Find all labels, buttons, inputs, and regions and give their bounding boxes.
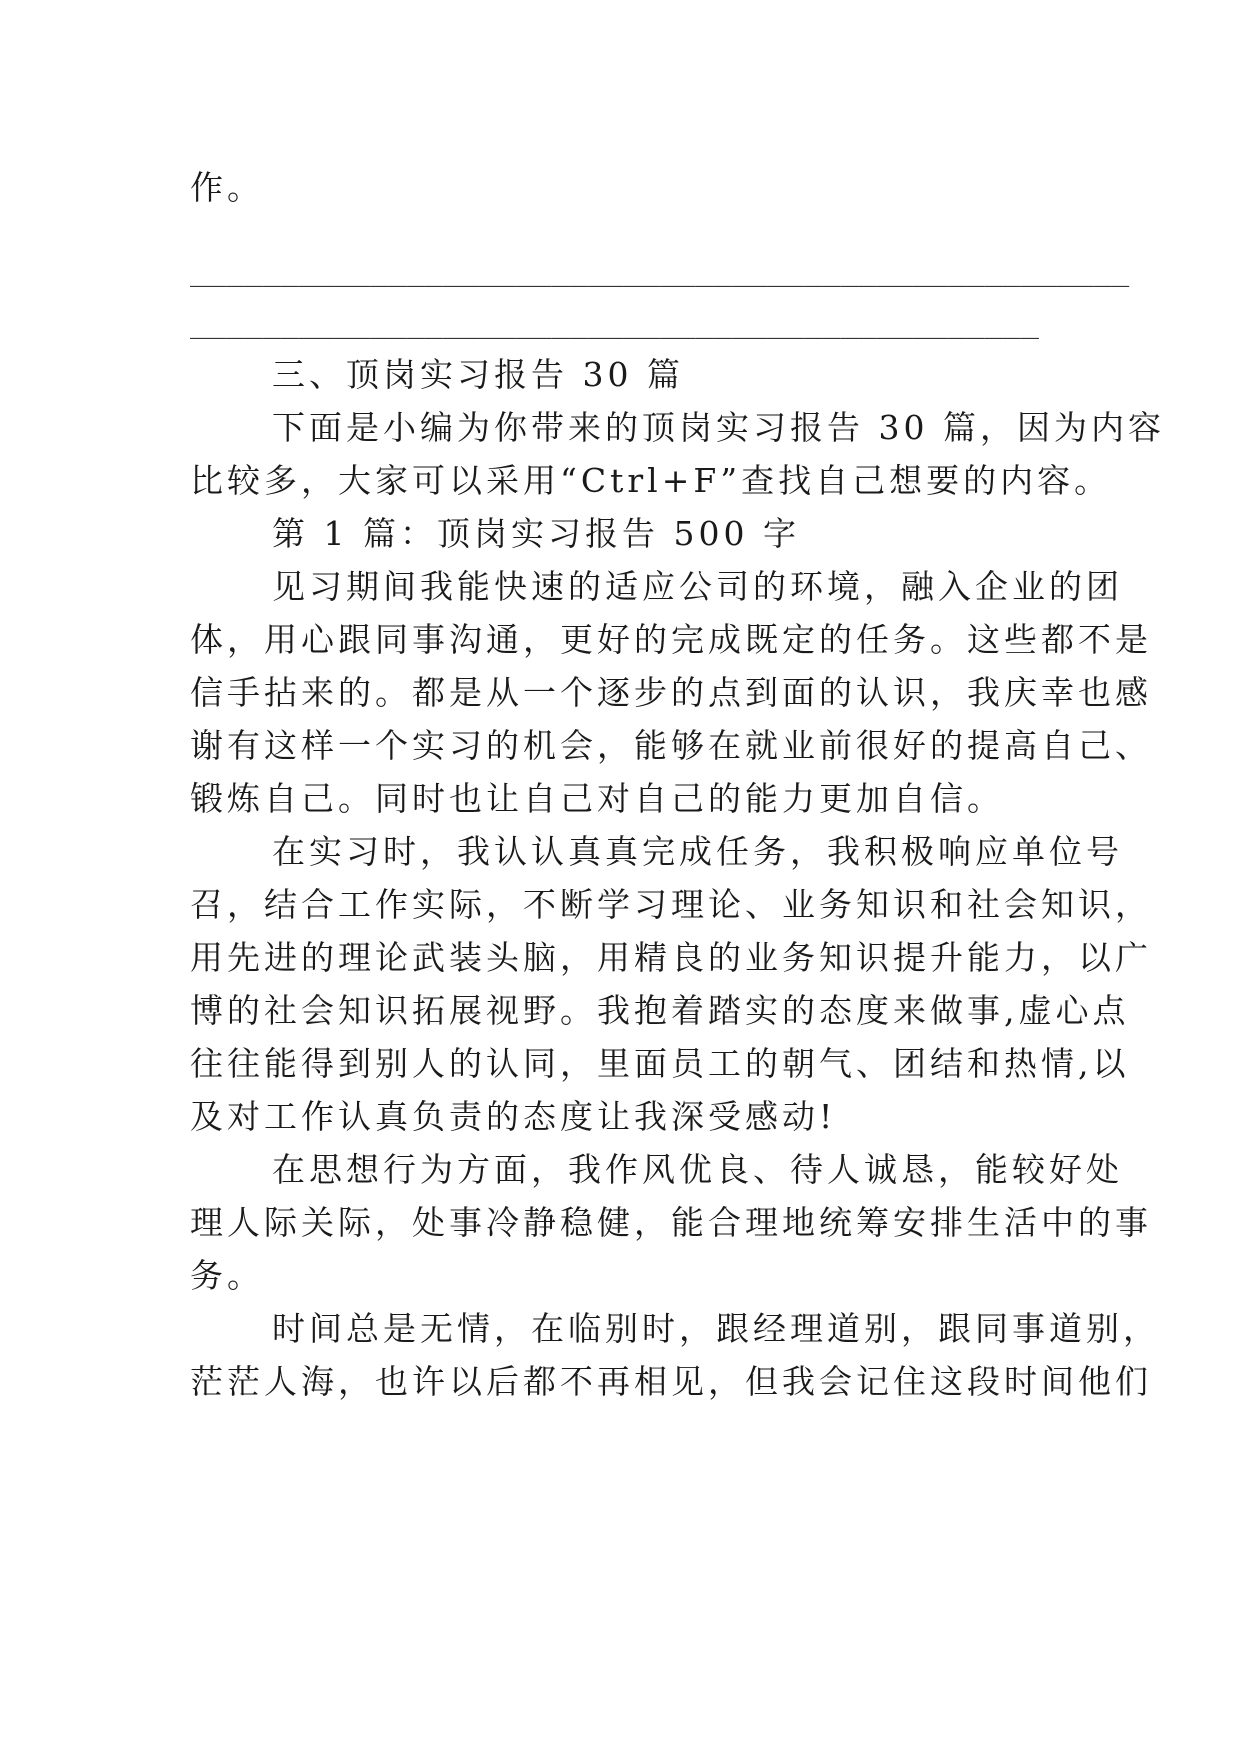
paragraph-end-line: 作。	[190, 168, 264, 207]
body-line: 锻炼自己。同时也让自己对自己的能力更加自信。	[190, 779, 1004, 818]
body-line: 见习期间我能快速的适应公司的环境，融入企业的团	[272, 567, 1123, 606]
separator-line-2: _______________________________________________	[190, 305, 1039, 340]
body-line: 及对工作认真负责的态度让我深受感动!	[190, 1097, 837, 1136]
body-line: 用先进的理论武装头脑，用精良的业务知识提升能力，以广	[190, 938, 1152, 977]
section-heading: 三、顶岗实习报告 30 篇	[272, 355, 684, 394]
separator-line-1: ____________________________________________________	[190, 253, 1130, 288]
body-line: 往往能得到别人的认同，里面员工的朝气、团结和热情,以	[190, 1044, 1130, 1083]
body-line: 在实习时，我认认真真完成任务，我积极响应单位号	[272, 832, 1123, 871]
intro-line-2: 比较多，大家可以采用“Ctrl+F”查找自己想要的内容。	[190, 461, 1112, 500]
body-line: 时间总是无情，在临别时，跟经理道别，跟同事道别，	[272, 1309, 1160, 1348]
body-line: 务。	[190, 1256, 264, 1295]
body-line: 博的社会知识拓展视野。我抱着踏实的态度来做事,虚心点	[190, 991, 1130, 1030]
body-line: 体，用心跟同事沟通，更好的完成既定的任务。这些都不是	[190, 620, 1152, 659]
body-line: 信手拈来的。都是从一个逐步的点到面的认识，我庆幸也感	[190, 673, 1152, 712]
body-line: 理人际关际，处事冷静稳健，能合理地统筹安排生活中的事	[190, 1203, 1152, 1242]
body-line: 召，结合工作实际，不断学习理论、业务知识和社会知识，	[190, 885, 1152, 924]
article-title: 第 1 篇：顶岗实习报告 500 字	[272, 514, 800, 553]
body-line: 谢有这样一个实习的机会，能够在就业前很好的提高自己、	[190, 726, 1152, 765]
body-line: 在思想行为方面，我作风优良、待人诚恳，能较好处	[272, 1150, 1123, 1189]
intro-line-1: 下面是小编为你带来的顶岗实习报告 30 篇，因为内容	[272, 408, 1165, 447]
body-line: 茫茫人海，也许以后都不再相见，但我会记住这段时间他们	[190, 1362, 1152, 1401]
